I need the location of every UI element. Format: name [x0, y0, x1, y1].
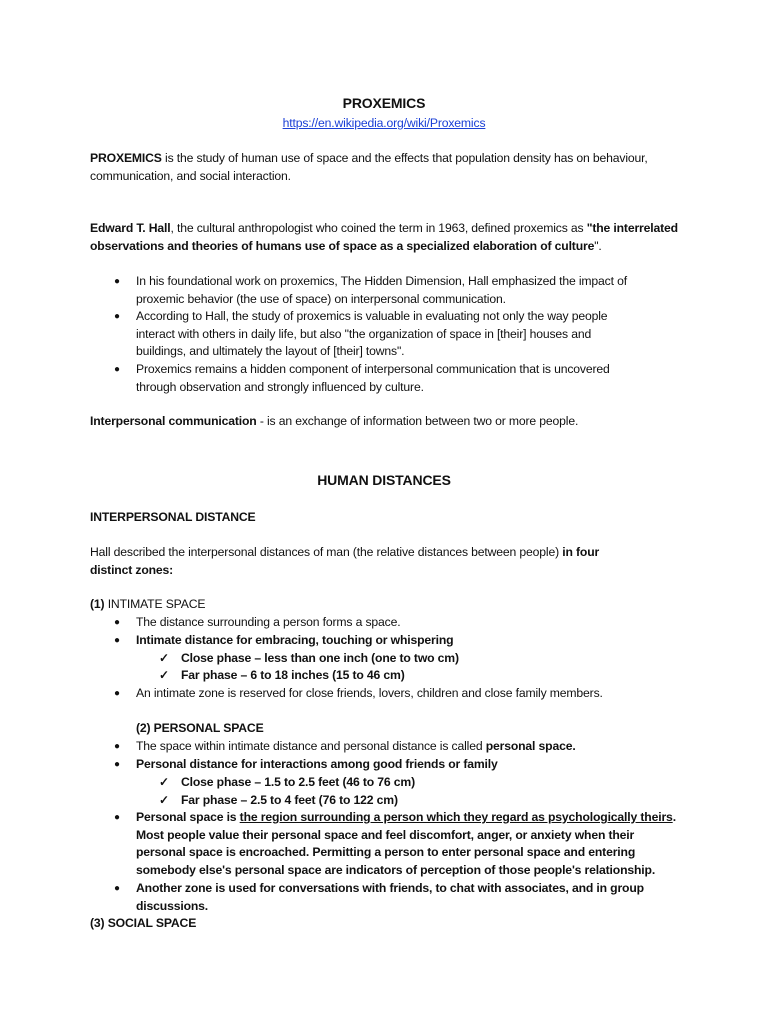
bullet-icon: ● [114, 759, 120, 770]
list-item [114, 273, 696, 308]
list-item-text: is [223, 810, 240, 824]
checkmark-icon: ✓ [159, 668, 169, 682]
check-item-text: Far phase – 6 to 18 inches (15 to 46 cm) [181, 668, 405, 682]
list-item-text: Personal distance for interactions among good friends or family [136, 757, 498, 771]
intimate-heading [90, 596, 690, 614]
list-item [114, 632, 454, 650]
personal-heading: (2) PERSONAL SPACE [136, 721, 264, 735]
list-item [114, 685, 603, 703]
social-heading-num: (3) [90, 916, 105, 930]
list-item [114, 809, 696, 880]
list-item-line: proxemic behavior (the use of space) on interpersonal communication. [136, 291, 506, 306]
underlined-definition: the region surrounding a person which they regard as psychologically theirs [239, 810, 673, 824]
social-heading [90, 915, 690, 933]
list-item-text: Intimate distance for embracing, touching or whispering [136, 633, 454, 647]
list-item-line: interact with others in daily life, but also "the organization of space in [their] houses and [136, 326, 592, 341]
check-item-text: Close phase – 1.5 to 2.5 feet (46 to 76 cm) [181, 775, 416, 789]
list-item-line: Most people value their personal space and feel discomfort, anger, or anxiety when their [136, 827, 635, 842]
list-item-line: According to Hall, the study of proxemics is valuable in evaluating not only the way people [136, 309, 608, 323]
list-item [114, 880, 696, 915]
list-item-line: somebody else's personal space are indicators of perception of those people's relationship. [136, 863, 656, 878]
list-item [114, 361, 696, 396]
bullet-icon: ● [114, 311, 120, 322]
bullet-icon: ● [114, 276, 120, 287]
bullet-icon: ● [114, 364, 120, 375]
bullet-icon: ● [114, 635, 120, 646]
zones-paragraph [90, 544, 650, 579]
section-title: HUMAN DISTANCES [317, 472, 451, 488]
zones-bold-2: distinct zones: [90, 562, 174, 577]
intro-text: is the study of human use of space and the effects that population density has on behaviour, communication, and social interaction. [90, 151, 648, 183]
check-item [159, 792, 398, 810]
bullet-icon: ● [114, 812, 120, 823]
wikipedia-link[interactable]: https://en.wikipedia.org/wiki/Proxemics [282, 116, 486, 130]
interpersonal-term: Interpersonal communication [90, 414, 257, 428]
intro-term: PROXEMICS [90, 151, 162, 165]
list-item-text: An intimate zone is reserved for close friends, lovers, children and close family members. [136, 686, 603, 700]
bullet-icon: ● [114, 741, 120, 752]
check-item [159, 667, 405, 685]
list-item-bold: personal space. [485, 739, 576, 753]
bullet-icon: ● [114, 883, 120, 894]
intimate-heading-text: INTIMATE SPACE [104, 597, 206, 611]
hall-end: ". [594, 238, 602, 253]
hall-quote: "the interrelated observations and theories of humans use of space as a specialized elaboration of culture [90, 221, 678, 253]
list-item-line: buildings, and ultimately the layout of [their] towns". [136, 344, 405, 359]
intro-paragraph [90, 150, 690, 185]
bullet-icon: ● [114, 617, 120, 628]
check-item-text: Close phase – less than one inch (one to two cm) [181, 651, 459, 665]
list-item-line: discussions. [136, 898, 209, 913]
bullet-icon: ● [114, 688, 120, 699]
list-item [114, 308, 696, 361]
page-title: PROXEMICS [342, 95, 426, 111]
list-item-line: Proxemics remains a hidden component of interpersonal communication that is uncovered [136, 362, 610, 376]
check-item [159, 650, 459, 668]
intimate-heading-num: (1) [90, 597, 105, 611]
check-item [159, 774, 416, 792]
list-item [114, 756, 498, 774]
zones-bold-1: in four [562, 545, 600, 559]
list-item-line: In his foundational work on proxemics, The Hidden Dimension, Hall emphasized the impact of [136, 274, 627, 288]
interpersonal-text: - is an exchange of information between two or more people. [256, 414, 579, 428]
zones-text: Hall described the interpersonal distances of man (the relative distances between people) [90, 545, 563, 559]
hall-name: Edward T. Hall [90, 221, 171, 235]
list-item-line: Another zone is used for conversations with friends, to chat with associates, and in group [136, 881, 644, 895]
list-item [114, 738, 576, 756]
list-item-line: through observation and strongly influenced by culture. [136, 379, 424, 394]
list-item-text: The distance surrounding a person forms a space. [136, 615, 401, 629]
subsection-title: INTERPERSONAL DISTANCE [90, 510, 256, 524]
hall-paragraph [90, 220, 690, 255]
list-item-line: personal space is encroached. Permitting a person to enter personal space and entering [136, 845, 636, 860]
interpersonal-paragraph [90, 413, 690, 431]
checkmark-icon: ✓ [159, 651, 169, 665]
checkmark-icon: ✓ [159, 793, 169, 807]
check-item-text: Far phase – 2.5 to 4 feet (76 to 122 cm) [181, 793, 398, 807]
social-heading-text: SOCIAL SPACE [104, 916, 197, 930]
list-item-text: The space within intimate distance and personal distance is called [136, 739, 486, 753]
checkmark-icon: ✓ [159, 775, 169, 789]
list-item-text: . [672, 810, 676, 824]
personal-space-term: Personal space [136, 810, 224, 824]
list-item [114, 614, 401, 632]
hall-text: , the cultural anthropologist who coined the term in 1963, defined proxemics as [170, 221, 587, 235]
